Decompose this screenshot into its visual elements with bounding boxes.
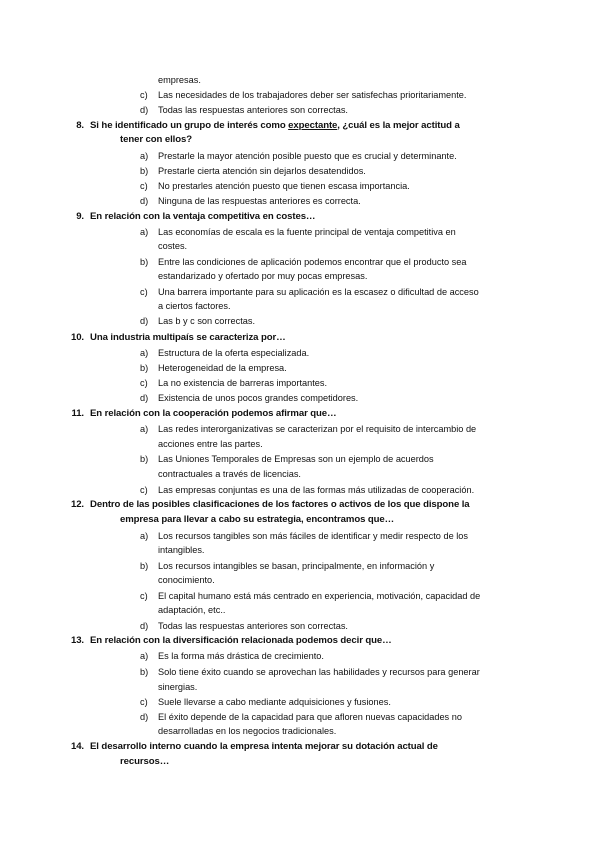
- option-text: Las redes interorganizativas se caracterizan por el requisito de intercambio de: [158, 424, 477, 434]
- option-letter: c): [140, 90, 148, 100]
- option-text: Prestarle la mayor atención posible puesto que es crucial y determinante.: [158, 151, 457, 161]
- question-text: tener con ellos?: [120, 134, 192, 145]
- question-text: En relación con la ventaja competitiva en costes…: [90, 211, 316, 222]
- option-text: Los recursos intangibles se basan, principalmente, en información y: [158, 561, 435, 571]
- answer-option: [140, 286, 479, 298]
- answer-option: [140, 650, 324, 662]
- answer-option: [140, 453, 434, 465]
- question-text: Dentro de las posibles clasificaciones de los factores o activos de los que dispone la: [90, 499, 470, 510]
- answer-option: [140, 195, 361, 207]
- question-text: En relación con la diversificación relacionada podemos decir que…: [90, 635, 392, 646]
- option-text: Es la forma más drástica de crecimiento.: [158, 651, 324, 661]
- answer-option: [140, 423, 476, 435]
- option-text: adaptación, etc..: [158, 605, 226, 615]
- answer-option: [140, 392, 358, 404]
- option-letter: d): [140, 196, 149, 206]
- option-letter: c): [140, 287, 148, 297]
- option-letter: b): [140, 166, 149, 176]
- option-letter: c): [140, 697, 148, 707]
- option-text: La no existencia de barreras importantes.: [158, 378, 328, 388]
- option-text: Heterogeneidad de la empresa.: [158, 363, 287, 373]
- question-number: 11.: [71, 408, 84, 419]
- answer-option: [140, 165, 366, 177]
- option-letter: d): [140, 316, 149, 326]
- answer-option: [140, 315, 255, 327]
- option-letter: d): [140, 621, 149, 631]
- option-text: contractuales a través de licencias.: [158, 469, 301, 479]
- answer-option: [140, 180, 410, 192]
- answer-option: [140, 530, 468, 542]
- answer-option: [140, 484, 474, 496]
- question-number: 14.: [70, 741, 84, 752]
- option-text: El éxito depende de la capacidad para que afloren nuevas capacidades no: [158, 712, 462, 722]
- question-text: , ¿cuál es la mejor actitud a: [337, 120, 460, 131]
- option-text: Las economías de escala es la fuente principal de ventaja competitiva en: [158, 227, 456, 237]
- option-text: intangibles.: [158, 545, 205, 555]
- option-continuation: [158, 300, 231, 312]
- question-line: [66, 120, 460, 132]
- question-number: 9.: [76, 211, 84, 222]
- question-line: [66, 741, 438, 753]
- option-text: desarrolladas en los negocios tradicionales.: [158, 726, 337, 736]
- option-text: conocimiento.: [158, 575, 215, 585]
- answer-option: [140, 377, 327, 389]
- question-line: [66, 499, 470, 511]
- option-text: El capital humano está más centrado en experiencia, motivación, capacidad de: [158, 591, 481, 601]
- option-text: Entre las condiciones de aplicación podemos encontrar que el producto sea: [158, 257, 467, 267]
- option-text: Las necesidades de los trabajadores deber ser satisfechas prioritariamente.: [158, 90, 467, 100]
- option-text: Las Uniones Temporales de Empresas son un ejemplo de acuerdos: [158, 454, 434, 464]
- option-letter: d): [140, 712, 149, 722]
- option-text: Solo tiene éxito cuando se aprovechan las habilidades y recursos para generar: [158, 667, 480, 677]
- option-letter: b): [140, 363, 149, 373]
- question-number: 8.: [76, 120, 84, 131]
- option-letter: b): [140, 667, 149, 677]
- question-number: 13.: [70, 635, 84, 646]
- question-line: [66, 211, 315, 223]
- question-number: 10.: [70, 332, 84, 343]
- option-letter: d): [140, 105, 149, 115]
- question-text: En relación con la cooperación podemos afirmar que…: [90, 408, 337, 419]
- option-text: Las b y c son correctas.: [158, 316, 256, 326]
- option-letter: a): [140, 531, 149, 541]
- option-continuation: [158, 240, 187, 252]
- option-text: Suele llevarse a cabo mediante adquisiciones y fusiones.: [158, 697, 391, 707]
- question-line: [66, 635, 392, 647]
- option-text: Estructura de la oferta especializada.: [158, 348, 310, 358]
- option-text: sinergias.: [158, 682, 198, 692]
- answer-option: [140, 362, 287, 374]
- underlined-term: expectante: [288, 120, 338, 131]
- option-letter: b): [140, 561, 149, 571]
- option-text: Todas las respuestas anteriores son correctas.: [158, 105, 348, 115]
- question-text: Si he identificado un grupo de interés como: [90, 120, 289, 131]
- option-text: estandarizado y ofertado por muy pocas empresas.: [158, 271, 368, 281]
- answer-option: [140, 696, 391, 708]
- answer-option: [140, 590, 480, 602]
- question-text: El desarrollo interno cuando la empresa intenta mejorar su dotación actual de: [90, 741, 438, 752]
- option-text: costes.: [158, 241, 188, 251]
- option-text: Todas las respuestas anteriores son correctas.: [158, 621, 348, 631]
- option-continuation: [158, 468, 301, 480]
- option-continuation: [158, 725, 336, 737]
- answer-option: [140, 256, 467, 268]
- option-letter: c): [140, 181, 148, 191]
- option-continuation: [158, 270, 367, 282]
- option-letter: b): [140, 454, 149, 464]
- option-text: Prestarle cierta atención sin dejarlos desatendidos.: [158, 166, 366, 176]
- option-letter: d): [140, 393, 149, 403]
- option-text: Una barrera importante para su aplicación es la escasez o dificultad de acceso: [158, 287, 479, 297]
- question-line: [66, 408, 337, 420]
- option-letter: a): [140, 348, 149, 358]
- option-continuation: [158, 604, 225, 616]
- option-text: a ciertos factores.: [158, 301, 231, 311]
- answer-option: [140, 226, 456, 238]
- option-text: Ninguna de las respuestas anteriores es correcta.: [158, 196, 361, 206]
- answer-option: [140, 347, 309, 359]
- option-text: Los recursos tangibles son más fáciles de identificar y medir respecto de los: [158, 531, 468, 541]
- question-line: [120, 514, 394, 526]
- option-text: acciones entre las partes.: [158, 439, 263, 449]
- option-letter: a): [140, 151, 149, 161]
- option-continuation: [158, 438, 263, 450]
- option-text: Existencia de unos pocos grandes competidores.: [158, 393, 359, 403]
- question-number: 12.: [70, 499, 84, 510]
- option-letter: b): [140, 257, 149, 267]
- answer-option: [140, 104, 348, 116]
- question-line: [120, 756, 169, 768]
- answer-option: [140, 620, 348, 632]
- option-letter: c): [140, 378, 148, 388]
- option-letter: c): [140, 485, 148, 495]
- answer-option: [140, 711, 462, 723]
- option-letter: a): [140, 424, 149, 434]
- option-letter: a): [140, 651, 149, 661]
- option-continuation: [158, 574, 215, 586]
- option-text: empresas.: [158, 75, 201, 85]
- answer-option: [140, 560, 434, 572]
- option-continuation: [158, 681, 197, 693]
- question-text: empresa para llevar a cabo su estrategia, encontramos que…: [120, 514, 395, 525]
- option-letter: a): [140, 227, 149, 237]
- option-text: Las empresas conjuntas es una de las formas más utilizadas de cooperación.: [158, 485, 475, 495]
- answer-option: [140, 89, 466, 101]
- question-text: Una industria multipaís se caracteriza por…: [90, 332, 286, 343]
- answer-option: [140, 666, 480, 678]
- question-line: [66, 332, 286, 344]
- option-text: No prestarles atención puesto que tienen escasa importancia.: [158, 181, 410, 191]
- option-continuation: [158, 544, 204, 556]
- question-text: recursos…: [120, 756, 170, 767]
- option-continuation: [158, 74, 201, 86]
- answer-option: [140, 150, 457, 162]
- question-line: [120, 134, 192, 146]
- option-letter: c): [140, 591, 148, 601]
